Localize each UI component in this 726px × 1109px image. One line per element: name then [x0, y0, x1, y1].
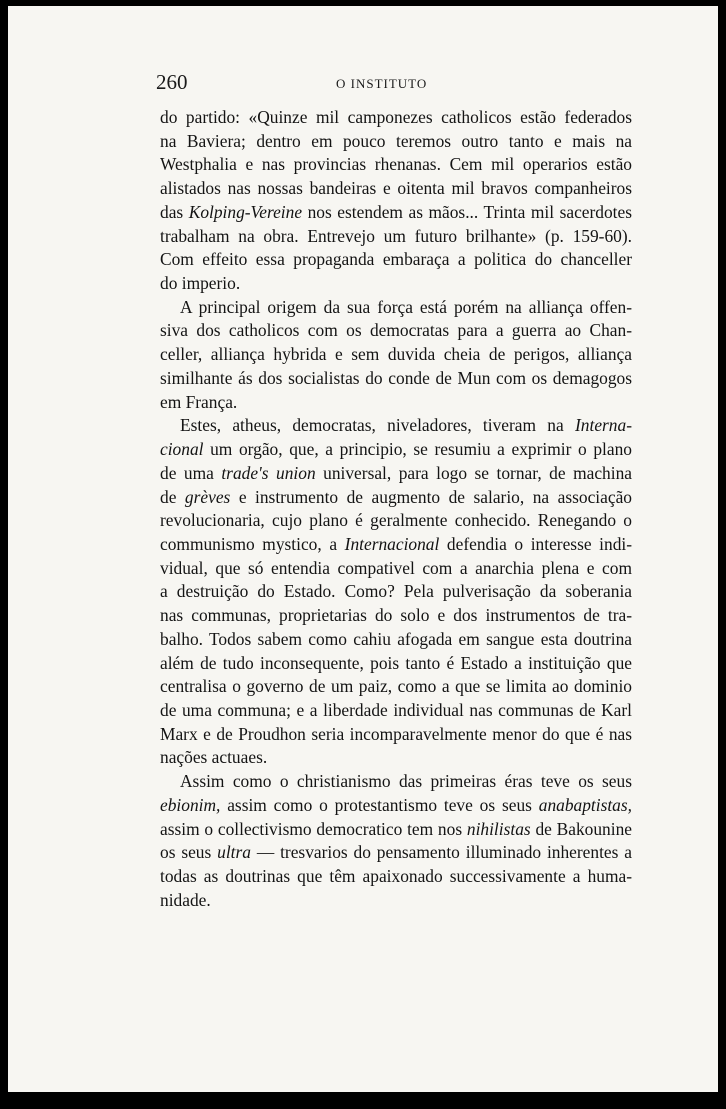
text-line: [160, 130, 632, 154]
italic-text: Kolping-Vereine: [188, 201, 303, 222]
text-segment: Assim como o christianismo das primeiras éras teve os seus: [180, 771, 632, 792]
italic-text: Interna-: [575, 415, 632, 436]
text-segment: celler, alliança hybrida e sem duvida cheia de perigos, alliança: [160, 344, 632, 365]
text-line: [160, 580, 632, 604]
text-segment: um orgão, que, a principio, se resumiu a exprimir o plano: [203, 439, 632, 460]
text-line: [160, 652, 632, 676]
text-segment: centralisa o governo de um paiz, como a que se limita ao dominio: [160, 676, 632, 697]
text-line: [160, 699, 632, 723]
text-line: [160, 296, 632, 320]
text-segment: communismo mystico, a: [160, 533, 345, 554]
text-segment: de Bakounine: [530, 818, 632, 839]
text-segment: em França.: [160, 391, 238, 412]
text-segment: Westphalia e nas provincias rhenanas. Cem mil operarios estão: [160, 154, 632, 175]
text-segment: defendia o interesse indi-: [439, 533, 633, 554]
text-segment: de: [160, 486, 185, 507]
text-line: [160, 438, 632, 462]
text-segment: além de tudo inconsequente, pois tanto é Estado a instituição que: [160, 652, 632, 673]
text-segment: nas communas, proprietarias do solo e dos instrumentos de tra-: [160, 605, 632, 626]
text-line: [160, 723, 632, 747]
text-segment: vidual, que só entendia compativel com a anarchia plena e com: [160, 557, 632, 578]
text-line: [160, 841, 632, 865]
text-line: [160, 177, 632, 201]
text-line: [160, 106, 632, 130]
text-line: [160, 343, 632, 367]
text-line: [160, 248, 632, 272]
text-line: [160, 533, 632, 557]
text-line: [160, 865, 632, 889]
text-segment: trabalham na obra. Entrevejo um futuro brilhante» (p. 159-60).: [160, 225, 632, 246]
text-line: [160, 225, 632, 249]
text-line: [160, 486, 632, 510]
text-segment: a destruição do Estado. Como? Pela pulverisação da soberania: [160, 581, 632, 602]
book-page: [8, 6, 718, 1092]
text-line: [160, 889, 632, 913]
text-segment: de uma communa; e a liberdade individual nas communas de Karl: [160, 699, 632, 720]
text-segment: nações actuaes.: [160, 747, 268, 768]
text-segment: siva dos catholicos com os democratas para a guerra ao Chan-: [160, 320, 632, 341]
italic-text: trade's union: [221, 462, 316, 483]
text-segment: de uma: [160, 462, 222, 483]
text-segment: balho. Todos sabem como cahiu afogada em sangue esta doutrina: [160, 628, 632, 649]
italic-text: nihilistas: [466, 818, 531, 839]
text-line: [160, 746, 632, 770]
text-segment: Estes, atheus, democratas, niveladores, tiveram na: [180, 415, 575, 436]
text-segment: similhante ás dos socialistas do conde de Mun com os demagogos: [160, 367, 632, 388]
text-segment: na Baviera; dentro em pouco teremos outro tanto e mais na: [160, 130, 632, 151]
text-line: [160, 770, 632, 794]
text-segment: do partido: «Quinze mil camponezes catholicos estão federados: [160, 107, 632, 127]
running-title: O INSTITUTO: [336, 76, 428, 91]
text-line: [160, 272, 632, 296]
text-segment: universal, para logo se tornar, de machina: [315, 462, 632, 483]
text-segment: — tresvarios do pensamento illuminado inherentes a: [250, 842, 632, 863]
text-segment: Com effeito essa propaganda embaraça a politica do chanceller: [160, 249, 632, 270]
text-line: [160, 414, 632, 438]
text-segment: das: [160, 201, 189, 222]
text-line: [160, 201, 632, 225]
text-segment: assim como o protestantismo teve os seus: [220, 794, 539, 815]
text-line: [160, 818, 632, 842]
italic-text: anabaptistas,: [538, 794, 632, 815]
text-line: [160, 794, 632, 818]
text-segment: do imperio.: [160, 273, 241, 294]
text-line: [160, 604, 632, 628]
text-line: [160, 557, 632, 581]
text-segment: Marx e de Proudhon seria incomparavelmente menor do que é nas: [160, 723, 632, 744]
text-segment: nos estendem as mãos... Trinta mil sacerdotes: [302, 201, 633, 222]
text-line: [160, 628, 632, 652]
italic-text: grèves: [184, 486, 231, 507]
page-number: 260: [156, 70, 188, 94]
text-segment: e instrumento de augmento de salario, na associação: [230, 486, 632, 507]
italic-text: Internacional: [344, 533, 440, 554]
text-segment: A principal origem da sua força está porém na alliança offen-: [180, 296, 632, 317]
italic-text: cional: [160, 439, 204, 460]
text-segment: nidade.: [160, 889, 211, 910]
text-line: [160, 462, 632, 486]
text-segment: todas as doutrinas que têm apaixonado successivamente a huma-: [160, 866, 632, 886]
text-segment: revolucionaria, cujo plano é geralmente conhecido. Renegando o: [160, 510, 632, 531]
text-line: [160, 367, 632, 391]
text-line: [160, 319, 632, 343]
italic-text: ebionim,: [160, 794, 221, 815]
text-line: [160, 391, 632, 415]
italic-text: ultra: [217, 842, 251, 863]
text-segment: assim o collectivismo democratico tem nos: [160, 818, 467, 839]
page-header: [156, 70, 636, 100]
body-text: [160, 106, 632, 912]
text-line: [160, 675, 632, 699]
text-segment: alistados nas nossas bandeiras e oitenta mil bravos companheiros: [160, 178, 632, 199]
text-segment: os seus: [160, 842, 218, 863]
text-line: [160, 509, 632, 533]
text-line: [160, 153, 632, 177]
